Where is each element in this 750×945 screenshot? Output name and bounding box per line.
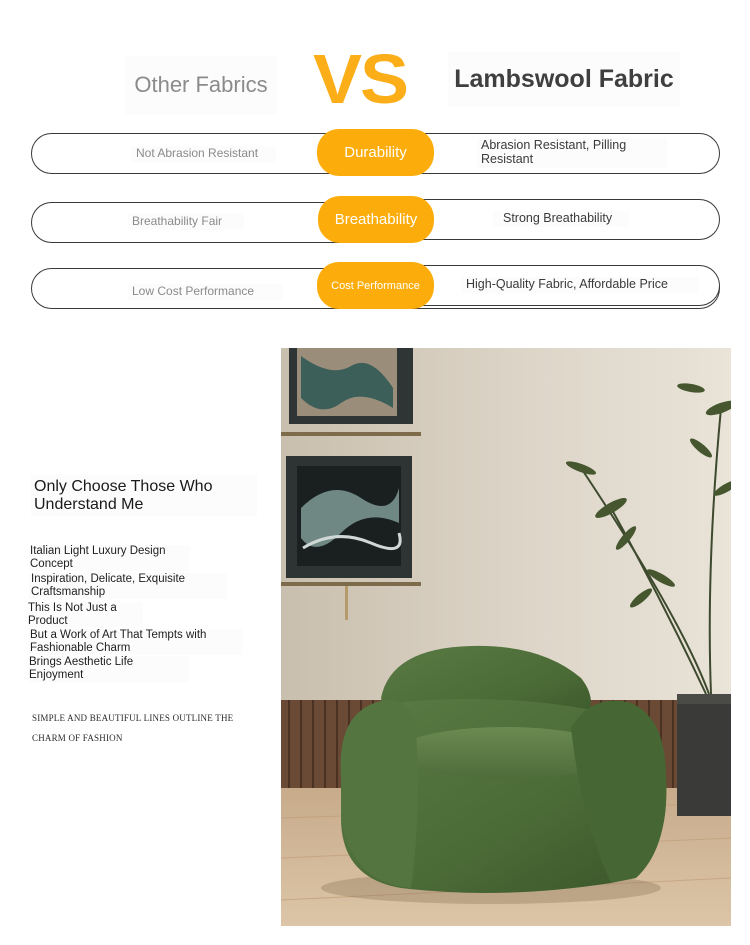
lambswool-cost: High-Quality Fabric, Affordable Price [462, 277, 698, 294]
tagline: SIMPLE AND BEAUTIFUL LINES OUTLINE THE CHARM OF FASHION [32, 713, 234, 743]
shelf-bar [281, 432, 421, 436]
feature-text: This Is Not Just a Product [27, 602, 143, 628]
lambswool-durability: Abrasion Resistant, Pilling Resistant [478, 138, 667, 168]
lambswool-breathability: Strong Breathability [493, 211, 629, 227]
lambswool-fabric-title: Lambswool Fabric [448, 52, 680, 106]
vs-label: VS [313, 40, 407, 118]
other-fabric-breathability: Breathability Fair [128, 214, 244, 230]
badge-breathability: Breathability [318, 196, 434, 243]
other-fabric-cost: Low Cost Performance [128, 284, 282, 300]
badge-cost-performance: Cost Performance [317, 262, 434, 309]
planter [677, 694, 731, 816]
other-fabric-durability: Not Abrasion Resistant [131, 146, 276, 162]
feature-text: Inspiration, Delicate, Exquisite Craftsmanship [29, 573, 227, 599]
feature-text: Brings Aesthetic Life Enjoyment [28, 656, 189, 682]
product-photo [281, 348, 731, 926]
badge-durability: Durability [317, 129, 434, 176]
other-fabrics-title: Other Fabrics [125, 56, 277, 114]
feature-text: But a Work of Art That Tempts with Fashionable Charm [28, 629, 242, 655]
slogan-heading: Only Choose Those Who Understand Me [31, 474, 257, 516]
feature-text: Italian Light Luxury Design Concept [29, 545, 190, 571]
